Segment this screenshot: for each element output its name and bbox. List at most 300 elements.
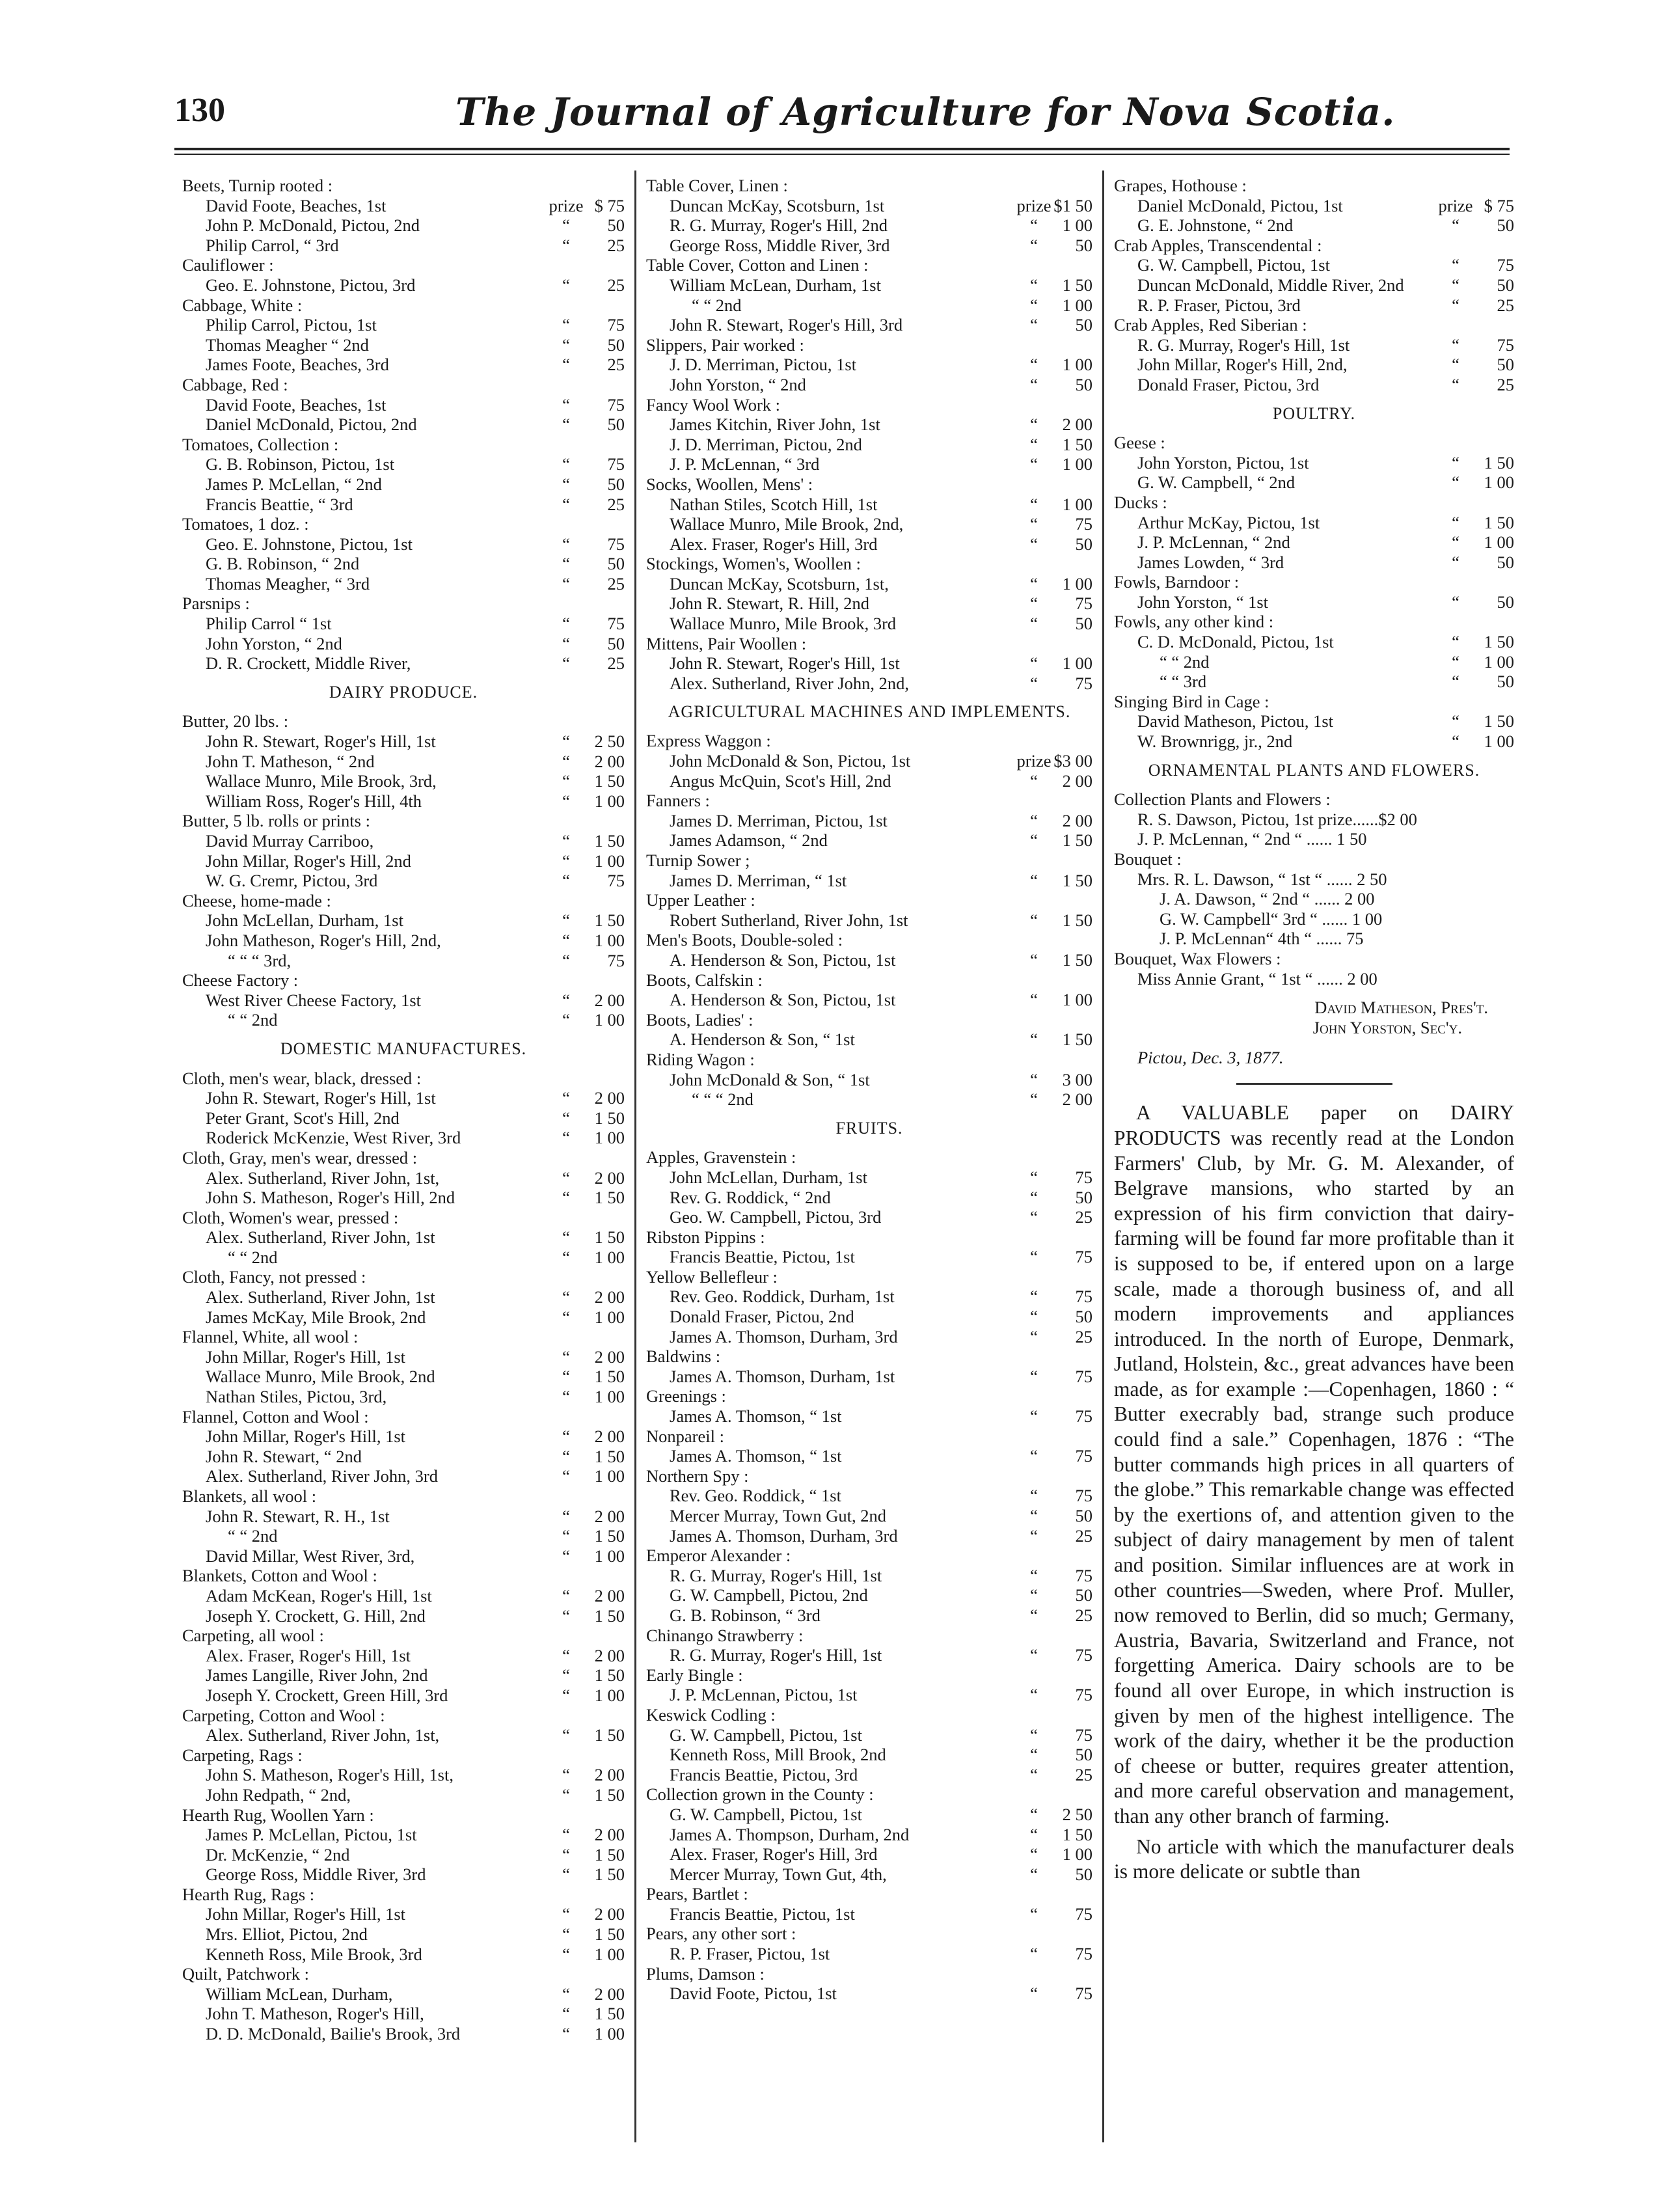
prize-mark: “ [1030, 454, 1038, 474]
prize-entry [182, 454, 625, 474]
prize-mark: “ [562, 1526, 570, 1546]
prize-amount: 2 00 [1062, 1089, 1092, 1110]
prize-entry [182, 1447, 625, 1467]
prize-amount: 1 00 [594, 1944, 625, 1964]
prize-mark: “ [562, 851, 570, 871]
entrant: William McLean, Durham, [206, 1984, 393, 2004]
prize-entry [182, 2004, 625, 2024]
prize-entry [182, 534, 625, 554]
prize-mark: “ [1030, 614, 1038, 634]
prize-mark: “ [562, 215, 570, 236]
prize-mark: “ [1452, 711, 1459, 731]
prize-mark: “ [562, 534, 570, 554]
entrant: John R. Stewart, R. Hill, 2nd [670, 594, 869, 614]
prize-mark: “ [1030, 1804, 1038, 1824]
entrant: Duncan McKay, Scotsburn, 1st [670, 195, 885, 215]
prize-mark: “ [1030, 1247, 1038, 1267]
prize-mark: “ [562, 554, 570, 574]
prize-mark: “ [1030, 1565, 1038, 1585]
entrant: John S. Matheson, Roger's Hill, 1st, [206, 1765, 454, 1785]
entrant: James A. Thomson, “ 1st [670, 1446, 842, 1466]
prize-amount: 1 50 [1062, 949, 1092, 970]
prize-amount: 50 [1497, 215, 1514, 236]
prize-mark: prize [549, 195, 584, 215]
prize-mark: “ [562, 1725, 570, 1745]
prize-entry [182, 196, 625, 216]
entrant: Donald Fraser, Pictou, 3rd [1137, 374, 1320, 394]
entrant: John Yorston, Pictou, 1st [1137, 452, 1309, 472]
prize-mark: “ [1030, 810, 1038, 830]
prize-entry [182, 951, 625, 971]
category-heading [646, 474, 1092, 495]
category-heading [182, 811, 625, 831]
entrant: John Yorston, “ 1st [1137, 592, 1269, 612]
entrant: “ “ 2nd [228, 1526, 278, 1546]
prize-amount: 2 00 [594, 1585, 625, 1605]
entrant: Alex. Sutherland, River John, 3rd [206, 1466, 438, 1486]
entrant: Alex. Fraser, Roger's Hill, 1st [206, 1645, 411, 1665]
prize-entry [646, 236, 1092, 256]
prize-mark: “ [562, 1108, 570, 1128]
prize-amount: 50 [1075, 1745, 1092, 1765]
category-name: Emperor Alexander : [646, 1546, 791, 1566]
prize-amount: 25 [607, 494, 625, 514]
category-name: Yellow Bellefleur : [646, 1266, 778, 1287]
entrant: Thomas Meagher, “ 3rd [206, 573, 370, 594]
prize-amount: 25 [1075, 1207, 1092, 1227]
prize-entry [646, 315, 1092, 335]
prize-entry [1114, 215, 1514, 236]
article-paragraph: No article with which the manufacturer deals is more delicate or subtle than [1114, 1835, 1514, 1883]
prize-mark: “ [1030, 494, 1038, 514]
entrant: Francis Beattie, Pictou, 1st [670, 1904, 855, 1924]
entrant: Rev. G. Roddick, “ 2nd [670, 1187, 831, 1207]
prize-entry [182, 1924, 625, 1945]
prize-amount: 1 50 [1062, 830, 1092, 851]
category-name: Northern Spy : [646, 1466, 749, 1486]
category-heading [182, 1626, 625, 1646]
prize-amount: 50 [1075, 1307, 1092, 1327]
entrant: Francis Beattie, “ 3rd [206, 494, 353, 514]
prize-mark: “ [1030, 1645, 1038, 1665]
prize-amount: 1 50 [594, 1526, 625, 1546]
category-heading [646, 970, 1092, 990]
prize-amount: 1 50 [1062, 1030, 1092, 1050]
prize-entry [646, 1825, 1092, 1845]
category-name: Cloth, Gray, men's wear, dressed : [182, 1147, 418, 1167]
prize-amount: 1 00 [1062, 990, 1092, 1010]
entrant: G. W. Campbell, “ 2nd [1137, 472, 1296, 493]
prize-mark: “ [1030, 594, 1038, 614]
entrant: David Millar, West River, 3rd, [206, 1546, 415, 1566]
category-name: Geese : [1114, 433, 1165, 453]
entrant: J. P. McLennan, “ 2nd [1137, 532, 1290, 553]
prize-mark: “ [1030, 949, 1038, 970]
prize-amount: 50 [607, 633, 625, 653]
category-name: Parsnips : [182, 594, 250, 614]
prize-mark: “ [1030, 870, 1038, 890]
prize-amount: 50 [1497, 672, 1514, 692]
prize-mark: “ [562, 1864, 570, 1885]
prize-entry [182, 335, 625, 355]
prize-amount: $ 75 [1484, 195, 1514, 215]
category-name: Carpeting, all wool : [182, 1626, 324, 1646]
entrant: John McLellan, Durham, 1st [670, 1167, 867, 1187]
prize-mark: “ [1030, 355, 1038, 375]
entrant: A. Henderson & Son, “ 1st [670, 1030, 855, 1050]
prize-amount: 3 00 [1062, 1069, 1092, 1089]
category-heading [1114, 692, 1514, 712]
prize-entry [182, 791, 625, 812]
prize-amount: 50 [1497, 355, 1514, 375]
prize-mark: “ [1030, 1944, 1038, 1964]
entrant: William McLean, Durham, 1st [670, 275, 881, 295]
category-heading [646, 890, 1092, 910]
entrant: J. P. McLennan, Pictou, 1st [670, 1685, 858, 1705]
prize-amount: 2 50 [1062, 1804, 1092, 1824]
prize-amount: 1 50 [594, 771, 625, 791]
entrant: John Millar, Roger's Hill, 2nd [206, 851, 411, 871]
prize-entry [1114, 652, 1514, 672]
prize-mark: “ [562, 1188, 570, 1208]
prize-entry [182, 395, 625, 415]
prize-amount: 1 00 [594, 1010, 625, 1030]
category-heading [646, 335, 1092, 355]
category-name: Boots, Ladies' : [646, 1009, 753, 1030]
prize-amount: 50 [1497, 275, 1514, 295]
prize-mark: “ [562, 394, 570, 415]
prize-amount: 75 [607, 394, 625, 415]
prize-amount: 1 00 [1062, 573, 1092, 594]
prize-amount: 1 50 [594, 1227, 625, 1248]
prize-amount: 75 [607, 315, 625, 335]
prize-amount: 1 50 [594, 2004, 625, 2024]
entrant: David Foote, Beaches, 1st [206, 394, 387, 415]
category-heading [182, 1208, 625, 1228]
entrant: Philip Carrol, “ 3rd [206, 235, 339, 255]
prize-entry [646, 1566, 1092, 1586]
prize-entry [1114, 513, 1514, 533]
category-name: Express Waggon : [646, 731, 771, 751]
prize-entry [182, 474, 625, 495]
prize-entry [182, 1526, 625, 1546]
category-heading [182, 711, 625, 731]
entrant: Mrs. R. L. Dawson, “ 1st “ ...... 2 50 [1137, 869, 1387, 889]
entrant: John Yorston, “ 2nd [206, 633, 342, 653]
category-name: Crab Apples, Red Siberian : [1114, 315, 1307, 335]
category-name: Plums, Damson : [646, 1963, 765, 1984]
entrant: G. W. Campbell“ 3rd “ ...... 1 00 [1160, 908, 1383, 929]
prize-amount: 1 50 [594, 1844, 625, 1864]
category-name: Carpeting, Cotton and Wool : [182, 1705, 385, 1725]
prize-mark: “ [562, 771, 570, 791]
prize-amount: 50 [1497, 592, 1514, 612]
prize-entry [182, 851, 625, 871]
entrant: John R. Stewart, Roger's Hill, 3rd [670, 315, 903, 335]
prize-mark: “ [1452, 275, 1459, 295]
category-name: Bouquet, Wax Flowers : [1114, 948, 1281, 968]
prize-entry [646, 771, 1092, 791]
entrant: “ “ 2nd [692, 295, 742, 315]
prize-amount: 75 [1075, 1645, 1092, 1665]
prize-amount: 1 50 [1062, 275, 1092, 295]
category-name: Bouquet : [1114, 849, 1182, 869]
prize-amount: 75 [1497, 335, 1514, 355]
prize-mark: “ [562, 415, 570, 435]
prize-entry [646, 1725, 1092, 1745]
category-heading [646, 1665, 1092, 1686]
prize-entry [646, 1486, 1092, 1506]
prize-amount: 1 50 [594, 831, 625, 851]
entrant: Joseph Y. Crockett, Green Hill, 3rd [206, 1685, 448, 1705]
prize-mark: “ [1030, 653, 1038, 674]
entrant: James A. Thomson, Durham, 3rd [670, 1525, 898, 1546]
entrant: R. S. Dawson, Pictou, 1st prize......$2 00 [1137, 809, 1417, 829]
prize-entry [1114, 869, 1514, 890]
prize-entry [182, 1665, 625, 1686]
entrant: J. P. McLennan“ 4th “ ...... 75 [1160, 929, 1364, 949]
prize-amount: 75 [607, 614, 625, 634]
prize-entry [182, 1825, 625, 1845]
prize-entry [1114, 909, 1514, 929]
header-rule-thin [174, 154, 1510, 155]
entrant: John Millar, Roger's Hill, 1st [206, 1427, 405, 1447]
prize-amount: 75 [1075, 1944, 1092, 1964]
prize-entry [182, 1686, 625, 1706]
prize-entry [646, 375, 1092, 395]
entrant: James A. Thomson, “ 1st [670, 1406, 842, 1427]
prize-entry [646, 990, 1092, 1010]
prize-entry [646, 415, 1092, 435]
prize-mark: “ [562, 751, 570, 771]
prize-amount: 1 00 [1062, 295, 1092, 315]
entrant: Duncan McKay, Scotsburn, 1st, [670, 573, 889, 594]
entrant: R. G. Murray, Roger's Hill, 1st [670, 1565, 882, 1585]
prize-entry [646, 594, 1092, 614]
prize-entry [182, 931, 625, 951]
entrant: J. P. McLennan, “ 2nd “ ...... 1 50 [1137, 829, 1367, 849]
category-name: Fowls, any other kind : [1114, 612, 1274, 632]
category-heading [646, 1705, 1092, 1725]
entrant: John McLellan, Durham, 1st [206, 910, 403, 931]
prize-amount: 75 [1075, 514, 1092, 534]
prize-entry [182, 731, 625, 752]
prize-mark: “ [562, 871, 570, 891]
entrant: Philip Carrol, Pictou, 1st [206, 315, 377, 335]
prize-mark: “ [562, 1387, 570, 1407]
prize-amount: 75 [1075, 1904, 1092, 1924]
prize-entry [182, 2024, 625, 2044]
prize-entry [1114, 355, 1514, 375]
prize-mark: “ [1030, 415, 1038, 435]
category-name: Pears, Bartlet : [646, 1884, 748, 1904]
prize-mark: “ [1452, 452, 1459, 472]
category-name: Cabbage, White : [182, 295, 303, 315]
entrant: James P. McLellan, “ 2nd [206, 474, 382, 494]
prize-mark: “ [562, 1427, 570, 1447]
category-heading [182, 1267, 625, 1287]
prize-amount: 1 00 [594, 1685, 625, 1705]
prize-mark: “ [562, 2024, 570, 2044]
prize-entry [1114, 672, 1514, 692]
category-heading [646, 1964, 1092, 1984]
category-name: Hearth Rug, Woollen Yarn : [182, 1805, 374, 1825]
prize-entry [182, 495, 625, 515]
prize-entry [646, 910, 1092, 931]
prize-entry [182, 1945, 625, 1965]
category-name: Collection grown in the County : [646, 1784, 874, 1805]
entrant: Rev. Geo. Roddick, Durham, 1st [670, 1287, 895, 1307]
entrant: J. D. Merriman, Pictou, 1st [670, 355, 857, 375]
category-name: Chinango Strawberry : [646, 1625, 804, 1645]
prize-amount: 75 [1075, 594, 1092, 614]
prize-amount: 75 [1075, 1725, 1092, 1745]
category-name: Beets, Turnip rooted : [182, 176, 333, 195]
prize-entry [1114, 731, 1514, 752]
prize-amount: 75 [1075, 1247, 1092, 1267]
prize-mark: “ [562, 1466, 570, 1486]
category-heading [1114, 849, 1514, 869]
prize-entry [646, 1307, 1092, 1327]
prize-entry [182, 554, 625, 574]
prize-mark: “ [562, 1010, 570, 1030]
entrant: Geo. E. Johnstone, Pictou, 1st [206, 534, 413, 554]
entrant: Wallace Munro, Mile Brook, 3rd [670, 614, 897, 634]
prize-amount: 75 [1075, 1565, 1092, 1585]
prize-entry [1114, 632, 1514, 652]
column-divider [1102, 171, 1104, 2142]
category-heading [1114, 176, 1514, 196]
prize-amount: 1 00 [594, 1546, 625, 1566]
section-heading: DOMESTIC MANUFACTURES. [280, 1039, 527, 1058]
entrant: Alex. Sutherland, River John, 1st [206, 1287, 435, 1307]
prize-entry [1114, 929, 1514, 949]
entrant: Adam McKean, Roger's Hill, 1st [206, 1585, 432, 1605]
prize-entry [182, 1984, 625, 2004]
prize-mark: “ [562, 1904, 570, 1924]
column-divider [634, 171, 636, 2142]
prize-mark: “ [1452, 592, 1459, 612]
prize-entry [646, 1506, 1092, 1526]
prize-amount: 1 00 [594, 930, 625, 950]
prize-amount: 75 [1075, 1366, 1092, 1386]
prize-mark: “ [562, 1984, 570, 2004]
prize-amount: 2 00 [594, 751, 625, 771]
entrant: John Millar, Roger's Hill, 2nd, [1137, 355, 1348, 375]
category-heading [646, 1546, 1092, 1566]
prize-entry [182, 1347, 625, 1367]
category-heading [182, 176, 625, 196]
prize-amount: 50 [1075, 1864, 1092, 1884]
entrant: James McKay, Mile Brook, 2nd [206, 1307, 426, 1327]
prize-entry [646, 435, 1092, 455]
prize-mark: “ [562, 614, 570, 634]
category-heading [1114, 572, 1514, 592]
prize-mark: “ [1030, 215, 1038, 236]
category-name: Slippers, Pair worked : [646, 335, 804, 355]
prize-entry [182, 1367, 625, 1387]
prize-amount: 75 [1075, 1685, 1092, 1705]
prize-amount: 2 00 [594, 1765, 625, 1785]
prize-entry [646, 574, 1092, 594]
category-name: Cauliflower : [182, 255, 274, 275]
category-name: Men's Boots, Double-soled : [646, 930, 843, 950]
prize-amount: 75 [607, 871, 625, 891]
prize-mark: “ [562, 910, 570, 931]
prize-mark: “ [1030, 1764, 1038, 1784]
prize-amount: 2 00 [594, 1346, 625, 1367]
prize-mark: “ [562, 1585, 570, 1605]
prize-mark: “ [1030, 1089, 1038, 1110]
prize-entry [646, 1070, 1092, 1090]
prize-amount: 50 [1497, 552, 1514, 572]
prize-mark: “ [562, 1446, 570, 1466]
entrant: James Foote, Beaches, 3rd [206, 355, 389, 375]
prize-mark: “ [562, 355, 570, 375]
category-heading [182, 255, 625, 275]
entrant: J. A. Dawson, “ 2nd “ ...... 2 00 [1160, 889, 1375, 909]
category-heading [182, 1964, 625, 1984]
prize-amount: 1 50 [1484, 452, 1514, 472]
header-rule [174, 148, 1510, 150]
prize-amount: 1 00 [1062, 653, 1092, 674]
prize-mark: “ [1030, 1864, 1038, 1884]
prize-amount: 1 00 [594, 1247, 625, 1267]
category-name: Mittens, Pair Woollen : [646, 633, 807, 653]
prize-amount: 1 50 [594, 1367, 625, 1387]
prize-mark: “ [562, 315, 570, 335]
prize-amount: 2 50 [594, 731, 625, 752]
prize-amount: 1 50 [594, 1924, 625, 1945]
prize-amount: 1 50 [1484, 512, 1514, 532]
prize-mark: “ [1030, 1685, 1038, 1705]
prize-amount: 75 [1075, 1984, 1092, 2004]
prize-mark: “ [1452, 335, 1459, 355]
prize-entry [646, 1605, 1092, 1626]
prize-amount: 1 50 [1062, 1824, 1092, 1844]
prize-amount: $1 50 [1053, 195, 1092, 215]
prize-entry [182, 1427, 625, 1447]
prize-entry [646, 1327, 1092, 1347]
prize-mark: “ [562, 1227, 570, 1248]
prize-amount: 75 [607, 454, 625, 474]
entrant: Rev. Geo. Roddick, “ 1st [670, 1486, 841, 1506]
prize-entry [182, 871, 625, 891]
entrant: James Langille, River John, 2nd [206, 1665, 428, 1686]
category-heading [182, 435, 625, 455]
category-name: Blankets, Cotton and Wool : [182, 1566, 377, 1586]
prize-mark: prize [1016, 195, 1052, 215]
prize-entry [182, 1586, 625, 1606]
prize-entry [646, 1745, 1092, 1765]
category-name: Early Bingle : [646, 1665, 743, 1685]
prize-mark: prize [1438, 195, 1473, 215]
prize-mark: “ [1452, 532, 1459, 553]
prize-mark: “ [1030, 1585, 1038, 1605]
prize-amount: 1 50 [1484, 632, 1514, 652]
prize-entry [182, 415, 625, 435]
prize-amount: 2 00 [1062, 810, 1092, 830]
prize-mark: “ [562, 731, 570, 752]
prize-mark: “ [562, 573, 570, 594]
entrant: James A. Thompson, Durham, 2nd [670, 1824, 910, 1844]
prize-entry [1114, 472, 1514, 493]
prize-entry [646, 1446, 1092, 1466]
place-date: Pictou, Dec. 3, 1877. [1137, 1048, 1284, 1068]
prize-mark: “ [562, 275, 570, 295]
entrant: James D. Merriman, Pictou, 1st [670, 810, 888, 830]
category-name: Quilt, Patchwork : [182, 1964, 310, 1984]
